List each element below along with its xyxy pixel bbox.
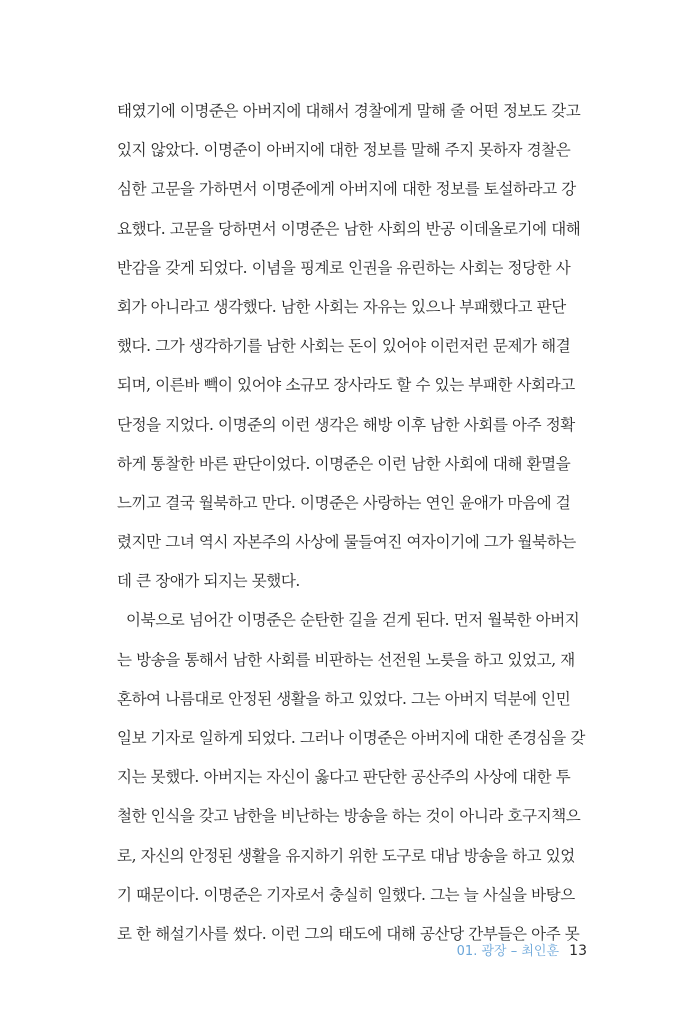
page-footer: [457, 940, 587, 959]
text-line: 기 때문이다. 이명준은 기자로서 충실히 일했다. 그는 늘 사실을 바탕으: [117, 885, 575, 904]
text-line: 철한 인식을 갖고 남한을 비난하는 방송을 하는 것이 아니라 호구지책으: [117, 807, 581, 826]
text-line: 태였기에 이명준은 아버지에 대해서 경찰에게 말해 줄 어떤 정보도 갖고: [117, 102, 581, 120]
page-number: 13: [569, 943, 587, 959]
text-line: 렸지만 그녀 역시 자본주의 사상에 물들여진 여자이기에 그가 월북하는: [117, 533, 576, 552]
chapter-title: 01. 광장 – 최인훈: [456, 944, 560, 959]
text-line: 혼하여 나름대로 안정된 생활을 하고 있었다. 그는 아버지 덕분에 인민: [117, 689, 571, 708]
text-line: 단정을 지었다. 이명준의 이런 생각은 해방 이후 남한 사회를 아주 정확: [117, 415, 575, 434]
body-text: [117, 92, 589, 954]
text-line: 반감을 갖게 되었다. 이념을 핑계로 인권을 유린하는 사회는 정당한 사: [117, 258, 571, 277]
text-line: 데 큰 장애가 되지는 못했다.: [117, 572, 300, 591]
text-line: 하게 통찰한 바른 판단이었다. 이명준은 이런 남한 사회에 대해 환멸을: [117, 454, 571, 473]
text-line: 되며, 이른바 빽이 있어야 소규모 장사라도 할 수 있는 부패한 사회라고: [117, 376, 575, 395]
text-line: 있지 않았다. 이명준이 아버지에 대한 정보를 말해 주지 못하자 경찰은: [117, 141, 571, 160]
text-line: 했다. 그가 생각하기를 남한 사회는 돈이 있어야 이런저런 문제가 해결: [117, 337, 571, 356]
text-line: 요했다. 고문을 당하면서 이명준은 남한 사회의 반공 이데올로기에 대해: [117, 219, 581, 238]
text-line: 로 한 해설기사를 썼다. 이런 그의 태도에 대해 공산당 간부들은 아주 못: [117, 924, 580, 943]
text-line: 지는 못했다. 아버지는 자신이 옳다고 판단한 공산주의 사상에 대한 투: [117, 768, 571, 787]
text-line: 이북으로 넘어간 이명준은 순탄한 길을 걷게 된다. 먼저 월북한 아버지: [117, 611, 580, 630]
text-line: 회가 아니라고 생각했다. 남한 사회는 자유는 있으나 부패했다고 판단: [117, 297, 566, 316]
text-line: 는 방송을 통해서 남한 사회를 비판하는 선전원 노릇을 하고 있었고, 재: [117, 650, 575, 669]
text-line: 일보 기자로 일하게 되었다. 그러나 이명준은 아버지에 대한 존경심을 갖: [117, 729, 585, 747]
text-line: 심한 고문을 가하면서 이명준에게 아버지에 대한 정보를 토설하라고 강: [117, 180, 576, 199]
text-line: 느끼고 결국 월북하고 만다. 이명준은 사랑하는 연인 윤애가 마음에 걸: [117, 493, 571, 512]
text-line: 로, 자신의 안정된 생활을 유지하기 위한 도구로 대남 방송을 하고 있었: [117, 846, 575, 865]
